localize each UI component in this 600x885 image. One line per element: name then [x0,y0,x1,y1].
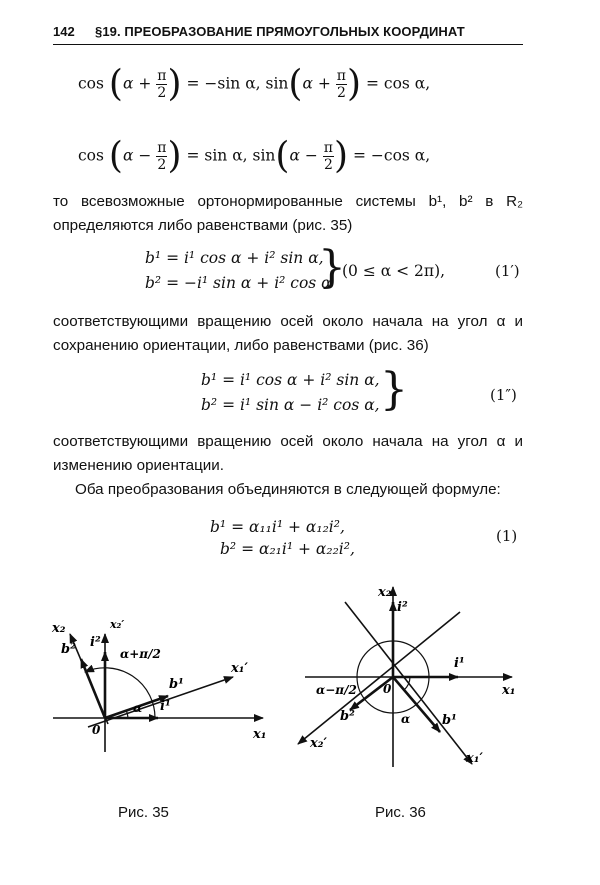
label-x2-prime: x₂′ [310,736,327,751]
label-x2-prime: x₂′ [110,618,125,631]
label-b2: b² [61,642,76,657]
equation-system-3: b¹ = α₁₁i¹ + α₁₂i², b² = α₂₁i¹ + α₂₂i², [210,518,355,558]
label-origin: 0 [383,682,392,696]
label-x1-prime: x₁′ [466,751,483,766]
label-x1: x₁ [253,727,267,742]
label-alpha: α [133,701,143,715]
label-i1: i¹ [454,656,465,671]
label-origin: 0 [92,723,101,737]
label-i1: i¹ [160,699,171,714]
label-x1: x₁ [502,683,516,698]
brace-2: } [380,364,408,415]
label-x1-prime: x₁′ [231,661,248,676]
fraction-pi-over-2: $\frac{\pi}{2}$ [157,68,167,101]
label-x2: x₂ [378,585,392,600]
label-i2: i² [90,635,101,650]
equation-system-1: b¹ = i¹ cos α + i² sin α, b² = −i¹ sin α + i² cos α [145,249,332,292]
caption-figure-35: Рис. 35 [118,804,169,821]
paragraph-1: то всевозможные ортонормированные системы b¹, b² в R₂ определяются либо равенствами (рис. 35) [53,193,523,234]
label-angle-alpha-minus-pi2: α−π/2 [316,683,357,697]
label-angle-alpha-pi2: α+π/2 [120,647,161,661]
paragraph-3: соответствующими вращению осей около начала на угол α и изменению ориентации. [53,433,523,474]
formula-row-2: cos (α − $\frac{\pi}{2}$ ) = sin α, sin(α − $\frac{\pi}{2}$ ) = −cos α, [78,135,431,177]
figure-35 [48,612,288,762]
condition-1: (0 ≤ α < 2π), [342,262,446,280]
label-b1: b¹ [442,713,457,728]
figure-36 [290,582,520,782]
label-b1: b¹ [169,677,184,692]
running-header [53,24,523,45]
label-alpha: α [401,712,411,726]
label-x2: x₂ [52,621,66,636]
brace-1: } [318,242,346,293]
equation-number-1: (1) [496,527,518,545]
equation-number-1pp: (1″) [490,386,517,404]
paragraph-2: соответствующими вращению осей около начала на угол α и сохранению ориентации, либо равенствами (рис. 36) [53,313,523,354]
equation-number-1p: (1′) [495,262,520,280]
label-b2: b² [340,709,355,724]
label-i2: i² [397,600,408,615]
equation-system-2: b¹ = i¹ cos α + i² sin α, b² = i¹ sin α − i² cos α, [201,371,380,414]
paragraph-4: Оба преобразования объединяются в следующей формуле: [75,481,501,498]
formula-row-1: cos (α + $\frac{\pi}{2}$ ) = −sin α, sin(α + $\frac{\pi}{2}$ ) = cos α, [78,63,431,105]
page-number: 142 [53,24,75,39]
caption-figure-36: Рис. 36 [375,804,426,821]
section-title: §19. ПРЕОБРАЗОВАНИЕ ПРЯМОУГОЛЬНЫХ КООРДИНАТ [95,24,465,39]
